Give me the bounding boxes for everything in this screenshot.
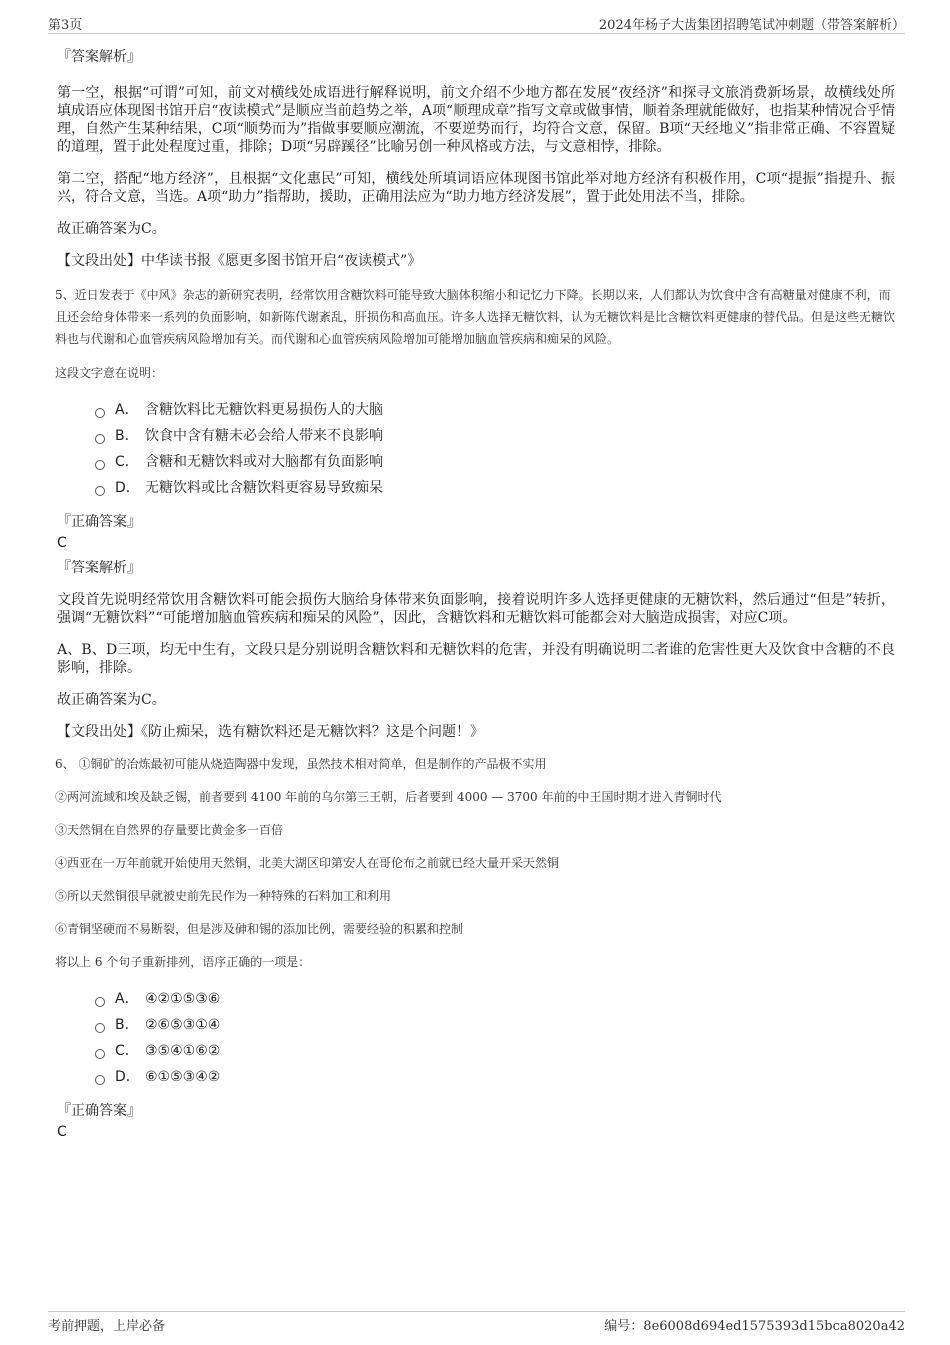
question-6-line: ⑤所以天然铜很早就被史前先民作为一种特殊的石料加工和利用	[55, 889, 392, 903]
conclusion-line: 故正确答案为C。	[57, 692, 166, 708]
answer-value: C	[57, 535, 67, 551]
radio-icon[interactable]	[95, 408, 105, 418]
source-line: 【文段出处】《防止痴呆，选有糖饮料还是无糖饮料？这是个问题！》	[57, 724, 484, 740]
question-6-line: ④西亚在一万年前就开始使用天然铜，北美大湖区印第安人在哥伦布之前就已经大量开采天然铜	[55, 856, 560, 870]
question-6-line: ③天然铜在自然界的存量要比黄金多一百倍	[55, 823, 284, 837]
radio-icon[interactable]	[95, 1049, 105, 1059]
footer-slogan: 考前押题，上岸必备	[48, 1319, 166, 1334]
question-6-prompt: 将以上 6 个句子重新排列，语序正确的一项是：	[55, 955, 311, 969]
analysis-paragraph: A、B、D三项，均无中生有，文段只是分别说明含糖饮料和无糖饮料的危害，并没有明确说明二者谁的危害性更大及饮食中含糖的不良影响，排除。	[57, 642, 895, 676]
question-5-prompt: 这段文字意在说明：	[55, 366, 164, 380]
answer-value: C	[57, 1124, 67, 1140]
option-b[interactable]: B． 饮食中含有糖未必会给人带来不良影响	[95, 423, 895, 449]
analysis-tag: 『答案解析』	[57, 49, 141, 65]
question-6-line: 6、 ①铜矿的冶炼最初可能从烧造陶器中发现，虽然技术相对简单，但是制作的产品极不实用	[55, 757, 547, 771]
radio-icon[interactable]	[95, 997, 105, 1007]
page-footer	[48, 1311, 905, 1334]
question-5-options	[95, 397, 895, 501]
option-a[interactable]: A． 含糖饮料比无糖饮料更易损伤人的大脑	[95, 397, 895, 423]
option-c[interactable]: C． ③⑤④①⑥②	[95, 1038, 895, 1064]
analysis-paragraph: 第二空，搭配“地方经济”，且根据“文化惠民”可知，横线处所填词语应体现图书馆此举对地方经济有积极作用，C项“提振”指提升、振兴，符合文意，当选。A项“助力”指帮助，援助，正确用法应为“助力地方经济发展”，置于此处用法不当，排除。	[57, 171, 895, 205]
question-6-options	[95, 986, 895, 1090]
answer-tag: 『正确答案』	[57, 514, 141, 530]
question-6-line: ②两河流域和埃及缺乏锡，前者要到 4100 年前的乌尔第三王朝，后者要到 4000 — 3700 年前的中王国时期才进入青铜时代	[55, 790, 722, 804]
analysis-paragraph: 第一空，根据“可谓”可知，前文对横线处成语进行解释说明，前文介绍不少地方都在发展“夜经济”和探寻文旅消费新场景，故横线处所填成语应体现图书馆开启“夜读模式”是顺应当前趋势之举，A项“顺理成章”指写文章或做事情，顺着条理就能做好，也指某种情况合乎情理，自然产生某种结果，C项“顺势而为”指做事要顺应潮流，不要逆势而行，均符合文意，保留。B项“天经地义”指非常正确、不容置疑的道理，置于此处程度过重，排除；D项“另辟蹊径”比喻另创一种风格或方法，与文意相悖，排除。	[57, 85, 895, 155]
analysis-paragraph: 文段首先说明经常饮用含糖饮料可能会损伤大脑给身体带来负面影响，接着说明许多人选择更健康的无糖饮料，然后通过“但是”转折，强调“无糖饮料”“可能增加脑血管疾病和痴呆的风险”，因此，含糖饮料和无糖饮料可能都会对大脑造成损害，对应C项。	[57, 592, 895, 626]
option-c[interactable]: C． 含糖和无糖饮料或对大脑都有负面影响	[95, 449, 895, 475]
answer-tag: 『正确答案』	[57, 1103, 141, 1119]
option-a[interactable]: A． ④②①⑤③⑥	[95, 986, 895, 1012]
radio-icon[interactable]	[95, 460, 105, 470]
document-id: 编号：8e6008d694ed1575393d15bca8020a42	[604, 1319, 905, 1334]
document-title: 2024年杨子大齿集团招聘笔试冲刺题（带答案解析）	[598, 18, 905, 33]
question-6-line: ⑥青铜坚硬而不易断裂，但是涉及砷和锡的添加比例，需要经验的积累和控制	[55, 922, 464, 936]
page-content	[55, 42, 895, 1146]
radio-icon[interactable]	[95, 1075, 105, 1085]
page-header	[48, 12, 905, 34]
option-b[interactable]: B． ②⑥⑤③①④	[95, 1012, 895, 1038]
option-d[interactable]: D． ⑥①⑤③④②	[95, 1064, 895, 1090]
question-5-text: 5、近日发表于《中风》杂志的新研究表明，经常饮用含糖饮料可能导致大脑体积缩小和记忆力下降。长期以来，人们都认为饮食中含有高糖量对健康不利，而且还会给身体带来一系列的负面影响，如新陈代谢紊乱，肝损伤和高血压。许多人选择无糖饮料，认为无糖饮料是比含糖饮料更健康的替代品。但是这些无糖饮料也与代谢和心血管疾病风险增加有关。而代谢和心血管疾病风险增加可能增加脑血管疾病和痴呆的风险。	[55, 288, 896, 346]
radio-icon[interactable]	[95, 486, 105, 496]
source-line: 【文段出处】中华读书报《愿更多图书馆开启“夜读模式”》	[57, 253, 422, 269]
analysis-tag: 『答案解析』	[57, 560, 141, 576]
option-d[interactable]: D． 无糖饮料或比含糖饮料更容易导致痴呆	[95, 475, 895, 501]
conclusion-line: 故正确答案为C。	[57, 221, 166, 237]
radio-icon[interactable]	[95, 1023, 105, 1033]
radio-icon[interactable]	[95, 434, 105, 444]
page-number: 第3页	[48, 18, 83, 33]
